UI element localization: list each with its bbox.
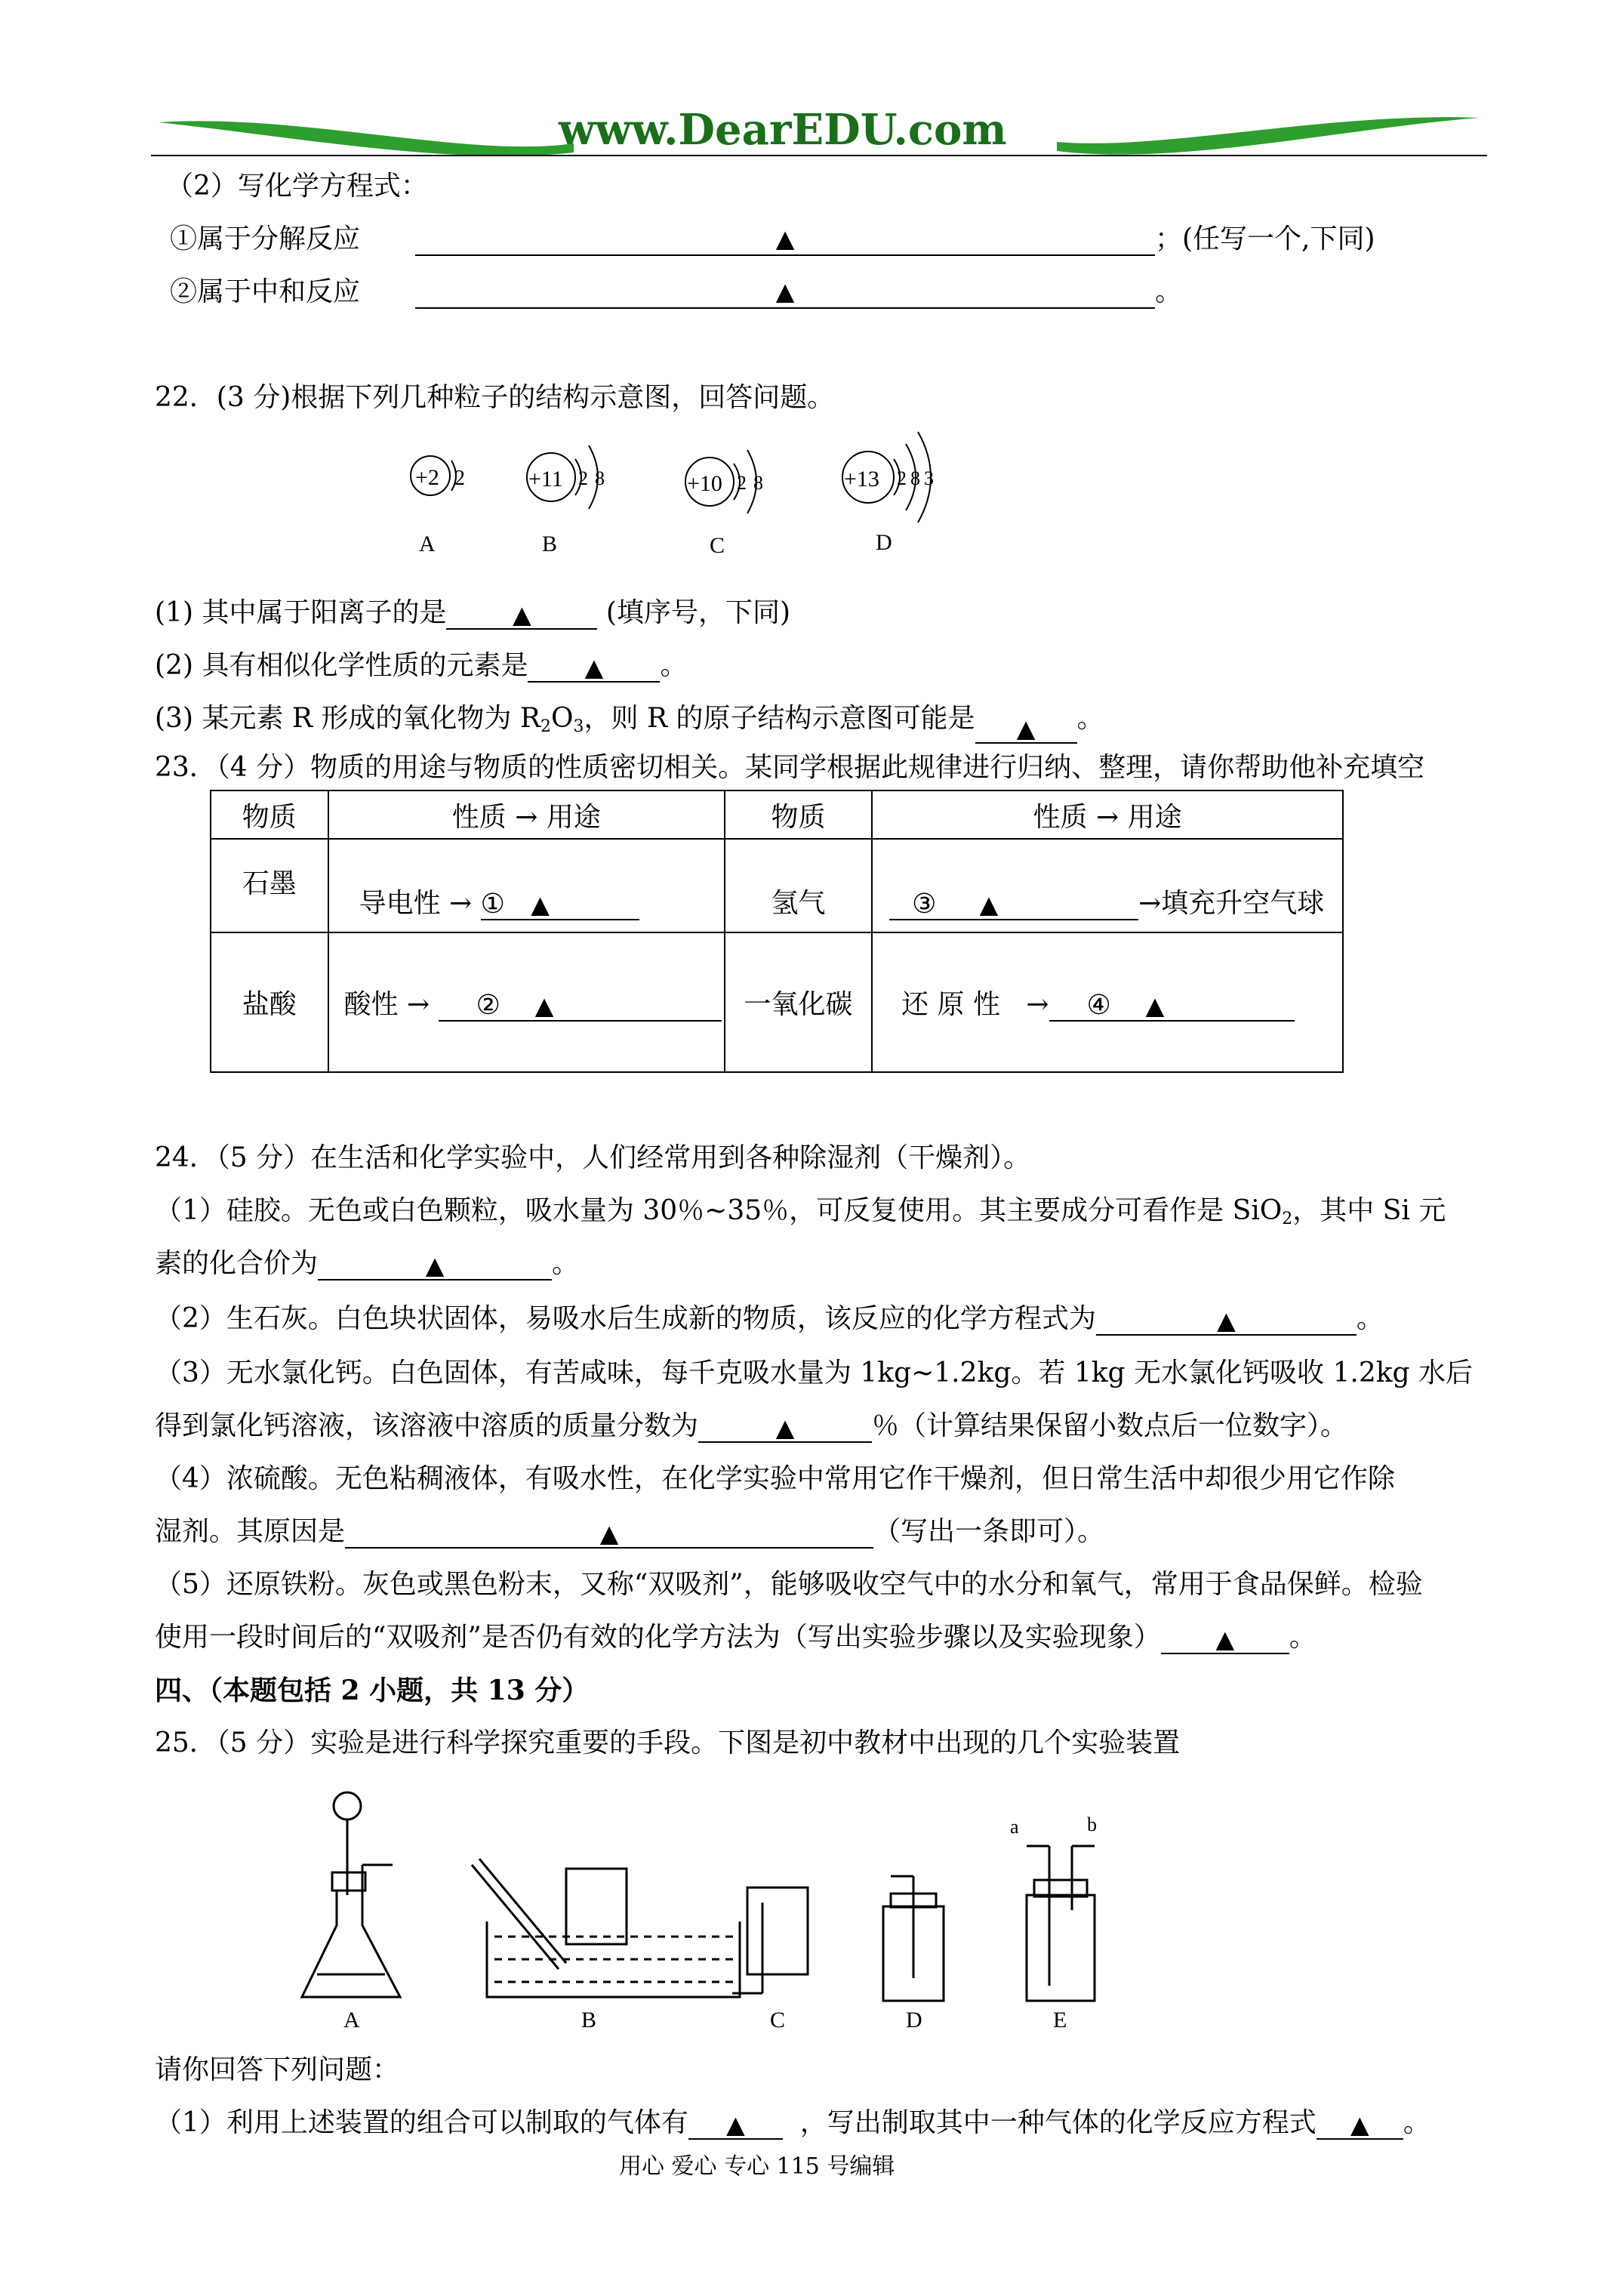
- apparatus-label-a: A: [343, 2008, 360, 2032]
- particle-structure-diagrams: [377, 430, 996, 574]
- q25-sub1-blank-2[interactable]: [1317, 2108, 1403, 2140]
- q24-p5-suffix: 。: [1289, 1622, 1317, 1653]
- acid-property-cell: [328, 932, 725, 1072]
- table-header-cell: 性质 → 用途: [872, 791, 1343, 839]
- logo-text: www.DearEDU.com: [559, 105, 1007, 155]
- graphite-use-blank[interactable]: [481, 889, 639, 920]
- answer-marker-icon: ▲: [1350, 2110, 1369, 2139]
- answer-marker-icon: ▲: [775, 224, 795, 253]
- svg-text:3: 3: [924, 467, 934, 489]
- particle-a-label: A: [419, 532, 436, 556]
- answer-marker-icon: ▲: [584, 653, 604, 682]
- hydrogen-property-blank[interactable]: [889, 889, 1138, 920]
- apparatus-e-wash-bottle-icon: [1027, 1846, 1095, 2001]
- q24-p1-subscript: 2: [1282, 1210, 1293, 1228]
- q24-p5-blank[interactable]: [1161, 1623, 1289, 1654]
- q25-sub1: [155, 2106, 1431, 2140]
- lab-apparatus-diagram: [287, 1789, 1147, 2039]
- svg-text:8: 8: [753, 472, 763, 494]
- co-property-cell: [872, 932, 1343, 1072]
- header-logo: [151, 106, 1487, 166]
- q24-p1-suffix: 。: [552, 1248, 580, 1279]
- substance-graphite: 石墨: [211, 839, 328, 932]
- acid-use-blank[interactable]: [439, 990, 722, 1022]
- q22-sub2-text: (2) 具有相似化学性质的元素是: [155, 650, 528, 681]
- q25-sub1-suffix: 。: [1403, 2107, 1431, 2138]
- q24-p3-suffix: ％（计算结果保留小数点后一位数字）。: [872, 1410, 1348, 1441]
- q22-sub3-blank[interactable]: [975, 712, 1077, 744]
- answer-marker-icon: ▲: [1215, 1625, 1235, 1653]
- substance-hydrogen: 氢气: [725, 839, 872, 932]
- q22-sub3-text-c: ，则 R 的原子结构示意图可能是: [584, 703, 975, 734]
- answer-marker-icon: ▲: [531, 889, 550, 919]
- q24-p4-text-b: 湿剂。其原因是: [155, 1516, 346, 1547]
- substance-carbon-monoxide: 一氧化碳: [725, 932, 872, 1072]
- apparatus-c-bottle-icon: [732, 1888, 808, 1993]
- q24-p1-line1: [155, 1194, 1446, 1236]
- table-header-cell: 性质 → 用途: [328, 791, 725, 839]
- apparatus-label-c: C: [770, 2008, 786, 2032]
- svg-text:+13: +13: [844, 467, 879, 492]
- blank-number-1: ①: [480, 888, 505, 920]
- substance-hydrochloric-acid: 盐酸: [211, 932, 328, 1072]
- q21-part2: （2）写化学方程式：: [166, 171, 428, 202]
- q24-p1-text-c: 素的化合价为: [155, 1248, 319, 1279]
- answer-marker-icon: ▲: [513, 600, 531, 629]
- q22-sub1-text: (1) 其中属于阳离子的是: [155, 597, 447, 628]
- q22-sub1-suffix: (填序号，下同): [605, 597, 790, 628]
- q24-p2-suffix: 。: [1356, 1303, 1384, 1334]
- hydrogen-property-cell: [872, 839, 1343, 932]
- q21-item1-blank[interactable]: [415, 223, 1155, 256]
- svg-text:8: 8: [595, 467, 605, 489]
- svg-text:2: 2: [897, 467, 907, 489]
- q22-sub1-blank[interactable]: [446, 598, 597, 630]
- q22-title: 22．(3 分)根据下列几种粒子的结构示意图，回答问题。: [155, 382, 835, 413]
- q24-p3-text-b: 得到氯化钙溶液，该溶液中溶质的质量分数为: [155, 1410, 699, 1441]
- q22-sub3-subscript-1: 2: [540, 717, 551, 736]
- q22-sub3-subscript-2: 3: [573, 717, 584, 736]
- acid-property-text: 酸性 →: [343, 989, 430, 1020]
- blank-number-3: ③: [912, 888, 937, 920]
- q22-sub2: [155, 649, 687, 683]
- particle-c-label: C: [710, 533, 725, 558]
- svg-text:+11: +11: [528, 467, 563, 492]
- port-label-a: a: [1010, 1816, 1019, 1838]
- q24-p5-line1: （5）还原铁粉。灰色或黑色粉末，又称“双吸剂”，能够吸收空气中的水分和氧气，常用于食品保鲜。检验: [155, 1569, 1423, 1600]
- q25-prompt: 请你回答下列问题：: [155, 2054, 400, 2085]
- properties-table: [210, 790, 1344, 1073]
- q24-p4-blank[interactable]: [345, 1517, 873, 1549]
- particle-c-diagram: [685, 450, 763, 558]
- q23-title: 23．（4 分）物质的用途与物质的性质密切相关。某同学根据此规律进行归纳、整理，请你帮助他补充填空: [155, 752, 1425, 783]
- q24-p5-text-b: 使用一段时间后的“双吸剂”是否仍有效的化学方法为（写出实验步骤以及实验现象）: [155, 1622, 1161, 1653]
- graphite-property-text: 导电性 →: [359, 887, 473, 919]
- q24-p1-text-a: （1）硅胶。无色或白色颗粒，吸水量为 30％~35％，可反复使用。其主要成分可看作是 SiO: [155, 1195, 1283, 1226]
- svg-text:+2: +2: [415, 465, 439, 490]
- apparatus-label-d: D: [906, 2008, 922, 2032]
- q24-p3-blank[interactable]: [698, 1411, 872, 1443]
- footer-text: 用心 爱心 专心 115 号编辑: [619, 2153, 895, 2180]
- co-property-text: 还 原 性: [901, 989, 1000, 1020]
- q24-p2-blank[interactable]: [1096, 1304, 1357, 1336]
- q21-item2-blank[interactable]: [415, 276, 1155, 309]
- answer-marker-icon: ▲: [599, 1519, 619, 1548]
- q25-title: 25．（5 分）实验是进行科学探究重要的手段。下图是初中教材中出现的几个实验装置: [155, 1727, 1181, 1758]
- q24-title: 24．（5 分）在生活和化学实验中，人们经常用到各种除湿剂（干燥剂）。: [155, 1142, 1031, 1173]
- q22-sub3: [155, 702, 1104, 744]
- particle-a-diagram: [411, 456, 465, 556]
- q24-p4-suffix: （写出一条即可）。: [873, 1516, 1105, 1547]
- q24-p3-line1: （3）无水氯化钙。白色固体，有苦咸味，每千克吸水量为 1kg~1.2kg。若 1kg 无水氯化钙吸收 1.2kg 水后: [155, 1358, 1474, 1388]
- section4-title: 四、（本题包括 2 小题，共 13 分）: [155, 1675, 590, 1706]
- q24-p4-line1: （4）浓硫酸。无色粘稠液体，有吸水性，在化学实验中常用它作干燥剂，但日常生活中却很少用它作除: [155, 1463, 1395, 1494]
- answer-marker-icon: ▲: [1016, 714, 1036, 743]
- apparatus-a-flask-icon: [302, 1792, 400, 1997]
- q24-p4-line2: [155, 1515, 1104, 1549]
- port-label-b: b: [1087, 1814, 1097, 1835]
- q24-p2-text: （2）生石灰。白色块状固体，易吸水后生成新的物质，该反应的化学方程式为: [155, 1303, 1096, 1334]
- hydrogen-use-text: →填充升空气球: [1138, 887, 1325, 919]
- q22-sub2-suffix: 。: [660, 650, 688, 681]
- q24-p1-text-b: ，其中 Si 元: [1292, 1195, 1446, 1226]
- blank-number-2: ②: [476, 990, 500, 1021]
- apparatus-label-b: B: [581, 2008, 597, 2032]
- answer-marker-icon: ▲: [775, 1413, 795, 1442]
- answer-marker-icon: ▲: [775, 277, 795, 306]
- arrow-icon: →: [1026, 989, 1049, 1020]
- svg-text:2: 2: [737, 472, 747, 494]
- apparatus-d-jar-icon: [883, 1876, 944, 2001]
- graphite-property-cell: [328, 839, 725, 932]
- blank-number-4: ④: [1086, 990, 1111, 1021]
- q25-sub1-text-b: ，写出制取其中一种气体的化学反应方程式: [799, 2107, 1317, 2138]
- q21-item1: [170, 223, 360, 256]
- particle-b-diagram: [527, 445, 605, 556]
- apparatus-b-trough-icon: [472, 1859, 740, 1997]
- table-header-cell: 物质: [211, 791, 328, 839]
- q22-sub3-text-b: O: [550, 703, 574, 734]
- q21-item2-suffix: 。: [1155, 276, 1183, 307]
- answer-marker-icon: ▲: [1145, 991, 1165, 1020]
- table-row: [211, 839, 1343, 932]
- q21-item2-label: ②属于中和反应: [170, 276, 361, 307]
- q24-p3-line2: [155, 1410, 1347, 1443]
- svg-text:2: 2: [454, 467, 465, 490]
- co-use-blank[interactable]: [1049, 990, 1295, 1022]
- q24-p5-line2: [155, 1621, 1317, 1654]
- svg-text:+10: +10: [687, 471, 722, 496]
- particle-d-label: D: [876, 530, 892, 555]
- table-header-row: [211, 791, 1343, 839]
- particle-b-label: B: [542, 532, 558, 556]
- table-header-cell: 物质: [725, 791, 872, 839]
- q22-sub3-suffix: 。: [1076, 703, 1104, 734]
- q22-sub1: [155, 596, 790, 630]
- q21-item1-label: ①属于分解反应: [170, 223, 361, 254]
- svg-text:8: 8: [910, 467, 920, 489]
- answer-marker-icon: ▲: [534, 991, 554, 1020]
- q24-p2: [155, 1302, 1384, 1336]
- q21-item1-suffix: ；(任写一个,下同): [1155, 223, 1375, 254]
- table-row: [211, 932, 1343, 1072]
- svg-text:2: 2: [578, 467, 588, 489]
- answer-marker-icon: ▲: [425, 1251, 445, 1280]
- answer-marker-icon: ▲: [726, 2110, 745, 2139]
- particle-d-diagram: [842, 432, 934, 555]
- q25-sub1-blank-1[interactable]: [688, 2108, 783, 2140]
- q22-sub3-text-a: (3) 某元素 R 形成的氧化物为 R: [155, 703, 540, 734]
- q24-p1-blank[interactable]: [318, 1249, 552, 1281]
- q24-p1-line2: [155, 1247, 579, 1281]
- apparatus-label-e: E: [1053, 2008, 1067, 2032]
- q25-sub1-text-a: （1）利用上述装置的组合可以制取的气体有: [155, 2107, 688, 2138]
- answer-marker-icon: ▲: [979, 889, 999, 919]
- q22-sub2-blank[interactable]: [528, 651, 660, 683]
- answer-marker-icon: ▲: [1217, 1306, 1236, 1335]
